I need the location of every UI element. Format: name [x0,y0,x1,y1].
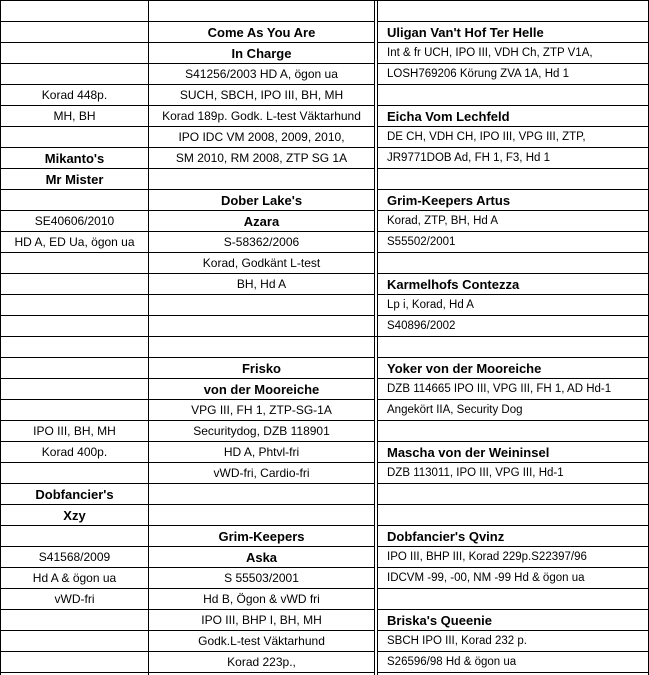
grandparent-column-cell: Korad 223p., [227,655,296,669]
sire-dam-column-cell [1,127,148,148]
sire-dam-column-cell: Mr Mister [45,172,104,187]
grandparent-column-cell: S41256/2003 HD A, ögon ua [185,67,338,81]
great-grandparent-column-cell [385,337,648,358]
grandparent-column-cell [149,1,374,22]
great-grandparent-column-cell: IPO III, BHP III, Korad 229p.S22397/96 [387,551,587,563]
sire-dam-column-cell: Dobfancier's [35,487,114,502]
great-grandparent-column-cell: Angekört IIA, Security Dog [387,404,523,416]
sire-dam-column-cell: Xzy [63,508,86,523]
grandparent-column-cell: Korad 189p. Godk. L-test Väktarhund [162,109,361,123]
grandparent-column-cell: von der Mooreiche [203,382,320,397]
great-grandparent-column-cell: SBCH IPO III, Korad 232 p. [387,635,527,647]
sire-dam-column-cell [1,379,148,400]
grandparent-column-cell [149,169,374,190]
grandparent-column-cell: Godk.L-test Väktarhund [198,634,325,648]
sire-dam-column-cell [1,400,148,421]
grandparent-column-cell [149,337,374,358]
sire-dam-column-cell: Korad 400p. [41,445,108,459]
sire-dam-column-cell [1,190,148,211]
grandparent-column-cell: S-58362/2006 [223,235,300,249]
grandparent-column-cell [149,295,374,316]
great-grandparent-column-cell [385,484,648,505]
great-grandparent-column-cell: DE CH, VDH CH, IPO III, VPG III, ZTP, [387,131,586,143]
great-grandparent-column-cell: Uligan Van't Hof Ter Helle [387,25,544,40]
sire-dam-column-cell [1,463,148,484]
grandparent-column-cell: BH, Hd A [236,277,287,291]
great-grandparent-column-cell: S55502/2001 [387,236,456,248]
sire-dam-column-cell [1,253,148,274]
grandparent-column-cell: Hd B, Ögon & vWD fri [203,592,320,606]
great-grandparent-column-cell: Yoker von der Mooreiche [387,361,542,376]
sire-dam-column-cell [1,43,148,64]
great-grandparent-column-cell: S26596/98 Hd & ögon ua [387,656,517,668]
grandparent-column-cell: HD A, Phtvl-fri [223,445,300,459]
great-grandparent-column-cell [385,253,648,274]
grandparent-column-cell: Frisko [241,361,281,376]
sire-dam-column-cell: Mikanto's [44,151,105,166]
great-grandparent-column-cell: Int & fr UCH, IPO III, VDH Ch, ZTP V1A, [387,47,593,59]
sire-dam-column-cell [1,652,148,673]
great-grandparent-column-cell [385,589,648,610]
sire-dam-column-cell [1,274,148,295]
grid-vline [374,0,375,675]
sire-dam-column-cell [1,526,148,547]
sire-dam-column-cell [1,631,148,652]
section-separator [0,336,649,337]
great-grandparent-column-cell: Karmelhofs Contezza [387,277,520,292]
great-grandparent-column-cell: Lp i, Korad, Hd A [387,299,474,311]
grandparent-column-cell: SUCH, SBCH, IPO III, BH, MH [179,88,344,102]
great-grandparent-column-cell: DZB 114665 IPO III, VPG III, FH 1, AD Hd-1 [387,383,612,395]
sire-dam-column-cell [1,316,148,337]
sire-dam-column-cell [1,337,148,358]
sire-dam-column-cell [1,22,148,43]
great-grandparent-column-cell: LOSH769206 Körung ZVA 1A, Hd 1 [387,68,569,80]
sire-dam-column-cell: vWD-fri [54,592,95,606]
grandparent-column-cell: Grim-Keepers [218,529,305,544]
sire-dam-column-cell: IPO III, BH, MH [33,424,116,438]
grandparent-column-cell: S 55503/2001 [224,571,299,585]
sire-dam-column-cell: Hd A & ögon ua [32,571,117,585]
grandparent-column-cell: VPG III, FH 1, ZTP-SG-1A [191,403,332,417]
grandparent-column-cell: Azara [243,214,280,229]
grandparent-column-cell: SM 2010, RM 2008, ZTP SG 1A [175,151,348,165]
great-grandparent-column-cell: Mascha von der Weininsel [387,445,550,460]
grandparent-column-cell: vWD-fri, Cardio-fri [213,466,310,480]
great-grandparent-column-cell [385,505,648,526]
great-grandparent-column-cell: DZB 113011, IPO III, VPG III, Hd-1 [387,467,564,479]
grandparent-column-cell: IPO III, BHP I, BH, MH [201,613,322,627]
great-grandparent-column-cell [385,85,648,106]
grandparent-column-cell: Come As You Are [207,25,316,40]
sire-dam-column-cell [1,1,148,22]
great-grandparent-column-cell: Korad, ZTP, BH, Hd A [387,215,499,227]
great-grandparent-column-cell [385,169,648,190]
great-grandparent-column-cell: JR9771DOB Ad, FH 1, F3, Hd 1 [387,152,550,164]
sire-dam-column-cell [1,610,148,631]
grandparent-column-cell: Dober Lake's [220,193,303,208]
great-grandparent-column-cell [385,1,648,22]
sire-dam-column-cell: SE40606/2010 [34,214,115,228]
grandparent-column-cell [149,505,374,526]
great-grandparent-column-cell: IDCVM -99, -00, NM -99 Hd & ögon ua [387,572,585,584]
sire-dam-column-cell [1,358,148,379]
great-grandparent-column-cell: Dobfancier's Qvinz [387,529,505,544]
grandparent-column-cell [149,484,374,505]
grandparent-column-cell: Korad, Godkänt L-test [202,256,321,270]
sire-dam-column-cell [1,64,148,85]
sire-dam-column-cell: Korad 448p. [41,88,108,102]
grandparent-column-cell: Aska [245,550,278,565]
sire-dam-column-cell: MH, BH [53,109,96,123]
great-grandparent-column-cell: Eicha Vom Lechfeld [387,109,510,124]
grandparent-column-cell: Securitydog, DZB 118901 [193,424,330,438]
sire-dam-column-cell: S41568/2009 [38,550,111,564]
great-grandparent-column-cell: S40896/2002 [387,320,456,332]
grid-vline [377,0,378,675]
grandparent-column-cell [149,316,374,337]
sire-dam-column-cell [1,295,148,316]
great-grandparent-column-cell: Briska's Queenie [387,613,492,628]
great-grandparent-column-cell [385,421,648,442]
sire-dam-column-cell: HD A, ED Ua, ögon ua [14,235,135,249]
grandparent-column-cell: IPO IDC VM 2008, 2009, 2010, [178,130,345,144]
great-grandparent-column-cell: Grim-Keepers Artus [387,193,511,208]
grandparent-column-cell: In Charge [231,46,292,61]
